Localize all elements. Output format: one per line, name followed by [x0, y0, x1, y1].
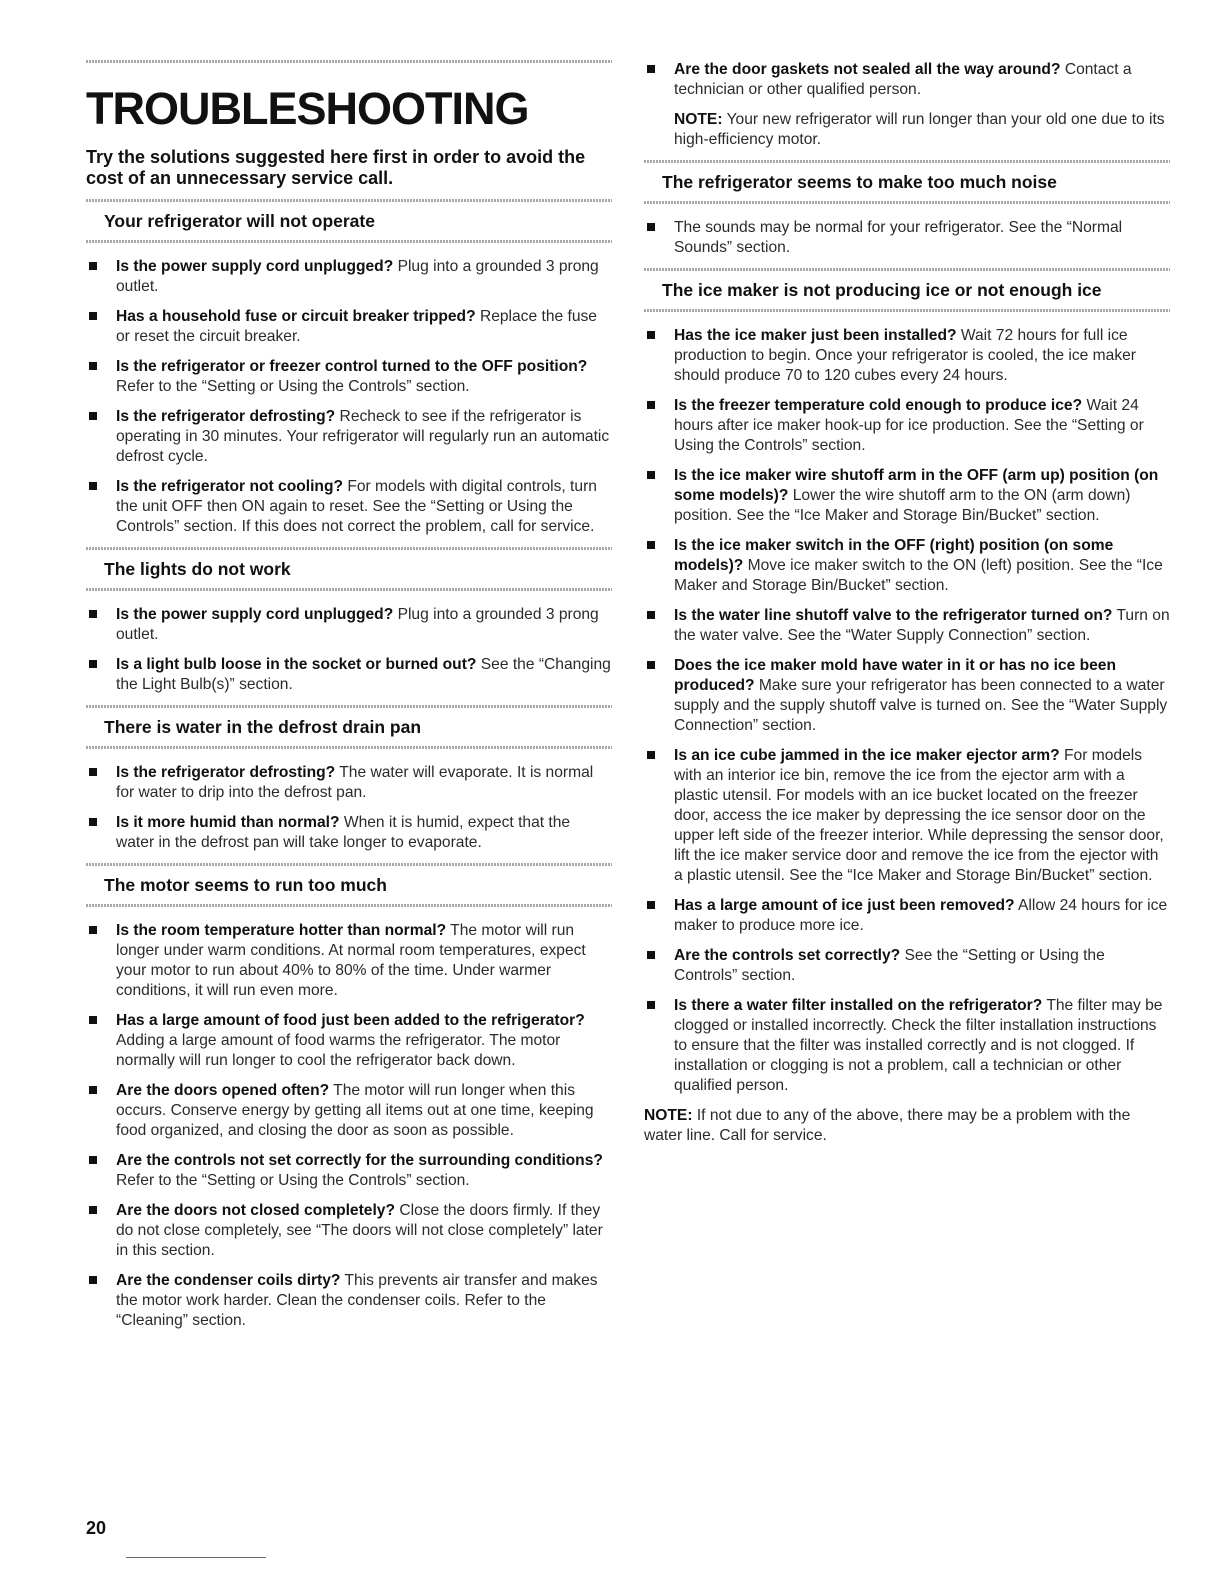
- list-item: [86, 357, 612, 397]
- item-list: [86, 921, 612, 1331]
- item-answer: Adding a large amount of food warms the refrigerator. The motor normally will run longer to cool the refrigerator back down.: [116, 1032, 561, 1069]
- section-rule: [86, 547, 612, 550]
- list-item: [86, 813, 612, 853]
- item-answer: Lower the wire shutoff arm to the ON (arm down) position. See the “Ice Maker and Storage Bin/Bucket” section.: [674, 487, 1131, 524]
- item-answer: Plug into a grounded 3 prong outlet.: [116, 258, 599, 295]
- right-top-list: [644, 60, 1170, 100]
- list-item: [86, 1081, 612, 1141]
- item-answer: Turn on the water valve. See the “Water Supply Connection” section.: [674, 607, 1170, 644]
- list-item: [86, 257, 612, 297]
- item-answer: Refer to the “Setting or Using the Controls” section.: [116, 378, 470, 395]
- item-answer: This prevents air transfer and makes the motor work harder. Clean the condenser coils. Refer to the “Cleaning” section.: [116, 1272, 598, 1329]
- section-rule: [86, 199, 612, 202]
- list-item: [86, 1151, 612, 1191]
- note-label: NOTE:: [674, 111, 723, 128]
- bullet-icon: [647, 951, 655, 959]
- section-title: The refrigerator seems to make too much noise: [662, 172, 1057, 192]
- item-answer: Plug into a grounded 3 prong outlet.: [116, 606, 599, 643]
- item-question: Is the refrigerator or freezer control turned to the OFF position?: [116, 358, 588, 375]
- item-answer: See the “Changing the Light Bulb(s)” section.: [116, 656, 611, 693]
- final-note: [644, 1106, 1170, 1146]
- item-answer: Make sure your refrigerator has been connected to a water supply and the supply shutoff valve is turned on. See the “Water Supply Connection” section.: [674, 677, 1168, 734]
- bullet-icon: [89, 1156, 97, 1164]
- list-item: [86, 763, 612, 803]
- list-item: [86, 605, 612, 645]
- bullet-icon: [89, 312, 97, 320]
- list-item: [644, 746, 1170, 886]
- bullet-icon: [89, 926, 97, 934]
- bullet-icon: [89, 610, 97, 618]
- bullet-icon: [647, 901, 655, 909]
- section-rule: [86, 240, 612, 243]
- list-item: [644, 218, 1170, 258]
- item-answer: See the “Setting or Using the Controls” section.: [674, 947, 1105, 984]
- right-sections: [644, 160, 1170, 1096]
- item-question: Is the water line shutoff valve to the refrigerator turned on?: [674, 607, 1113, 624]
- bullet-icon: [89, 818, 97, 826]
- list-item: [644, 60, 1170, 100]
- bullet-icon: [647, 661, 655, 669]
- note: [674, 110, 1170, 150]
- bullet-icon: [89, 412, 97, 420]
- item-list: [86, 763, 612, 853]
- item-answer: The sounds may be normal for your refrigerator. See the “Normal Sounds” section.: [674, 219, 1123, 256]
- bullet-icon: [647, 1001, 655, 1009]
- note-text: Your new refrigerator will run longer than your old one due to its high-efficiency motor.: [674, 111, 1165, 148]
- item-answer: The water will evaporate. It is normal for water to drip into the defrost pan.: [116, 764, 594, 801]
- list-item: [86, 307, 612, 347]
- troubleshooting-section: [644, 268, 1170, 1096]
- list-item: [644, 946, 1170, 986]
- item-question: Is an ice cube jammed in the ice maker ejector arm?: [674, 747, 1060, 764]
- bullet-icon: [89, 768, 97, 776]
- bullet-icon: [647, 471, 655, 479]
- bullet-icon: [89, 362, 97, 370]
- section-title: There is water in the defrost drain pan: [104, 717, 422, 737]
- troubleshooting-section: [86, 705, 612, 853]
- left-column: [86, 0, 612, 1341]
- bullet-icon: [89, 1206, 97, 1214]
- section-rule: [644, 268, 1170, 271]
- item-question: Is the room temperature hotter than normal?: [116, 922, 447, 939]
- bullet-icon: [89, 1016, 97, 1024]
- section-title: The lights do not work: [104, 559, 291, 579]
- list-item: [644, 536, 1170, 596]
- section-rule: [644, 309, 1170, 312]
- list-item: [86, 407, 612, 467]
- list-item: [86, 1201, 612, 1261]
- item-answer: Wait 24 hours after ice maker hook-up for ice production. See the “Setting or Using the Controls” section.: [674, 397, 1144, 454]
- list-item: [644, 896, 1170, 936]
- list-item: [644, 466, 1170, 526]
- item-question: Are the controls set correctly?: [674, 947, 901, 964]
- section-rule: [86, 705, 612, 708]
- bullet-icon: [647, 751, 655, 759]
- item-question: Has a large amount of ice just been removed?: [674, 897, 1015, 914]
- item-question: Is the ice maker switch in the OFF (right) position (on some models)?: [674, 537, 1114, 574]
- section-title: The ice maker is not producing ice or not enough ice: [662, 280, 1102, 300]
- item-question: Does the ice maker mold have water in it or has no ice been produced?: [674, 657, 1116, 694]
- bullet-icon: [89, 1276, 97, 1284]
- troubleshooting-section: [86, 863, 612, 1331]
- item-question: Is the refrigerator defrosting?: [116, 408, 336, 425]
- section-rule: [86, 588, 612, 591]
- item-answer: Refer to the “Setting or Using the Controls” section.: [116, 1172, 470, 1189]
- footer-line: [126, 1557, 266, 1558]
- item-question: Has a large amount of food just been added to the refrigerator?: [116, 1012, 585, 1029]
- bullet-icon: [647, 401, 655, 409]
- bullet-icon: [647, 223, 655, 231]
- item-question: Has the ice maker just been installed?: [674, 327, 957, 344]
- bullet-icon: [647, 65, 655, 73]
- list-item: [644, 656, 1170, 736]
- list-item: [644, 606, 1170, 646]
- item-question: Is the refrigerator defrosting?: [116, 764, 336, 781]
- item-question: Is the refrigerator not cooling?: [116, 478, 343, 495]
- note-text: If not due to any of the above, there may be a problem with the water line. Call for service.: [644, 1107, 1131, 1144]
- section-rule: [644, 160, 1170, 163]
- section-title: Your refrigerator will not operate: [104, 211, 375, 231]
- bullet-icon: [647, 541, 655, 549]
- section-rule: [644, 201, 1170, 204]
- item-question: Is there a water filter installed on the refrigerator?: [674, 997, 1043, 1014]
- intro-text: Try the solutions suggested here first in order to avoid the cost of an unnecessary service call.: [86, 147, 586, 188]
- list-item: [86, 1011, 612, 1071]
- item-answer: The motor will run longer when this occurs. Conserve energy by getting all items out at one time, keeping food organized, and closing the door as soon as possible.: [116, 1082, 594, 1139]
- item-question: Are the doors opened often?: [116, 1082, 330, 1099]
- list-item: [644, 396, 1170, 456]
- item-answer: Close the doors firmly. If they do not close completely, see “The doors will not close completely” later in this section.: [116, 1202, 603, 1259]
- item-question: Are the controls not set correctly for the surrounding conditions?: [116, 1152, 603, 1169]
- item-answer: When it is humid, expect that the water in the defrost pan will take longer to evaporate.: [116, 814, 571, 851]
- item-list: [86, 257, 612, 537]
- list-item: [86, 921, 612, 1001]
- list-item: [644, 996, 1170, 1096]
- right-column: [644, 0, 1170, 1146]
- item-answer: Wait 72 hours for full ice production to begin. Once your refrigerator is cooled, the ice maker should produce 70 to 120 cubes every 24 hours.: [674, 327, 1136, 384]
- section-rule: [86, 904, 612, 907]
- item-answer: Replace the fuse or reset the circuit breaker.: [116, 308, 597, 345]
- item-list: [644, 218, 1170, 258]
- item-answer: Contact a technician or other qualified person.: [674, 61, 1132, 98]
- item-question: Is the power supply cord unplugged?: [116, 258, 394, 275]
- list-item: [86, 655, 612, 695]
- bullet-icon: [647, 331, 655, 339]
- item-answer: Allow 24 hours for ice maker to produce more ice.: [674, 897, 1168, 934]
- list-item: [86, 1271, 612, 1331]
- left-sections: [86, 199, 612, 1331]
- troubleshooting-section: [644, 160, 1170, 258]
- bullet-icon: [89, 482, 97, 490]
- section-rule: [86, 863, 612, 866]
- bullet-icon: [89, 1086, 97, 1094]
- top-rule: [86, 60, 612, 63]
- troubleshooting-section: [86, 199, 612, 537]
- item-question: Is it more humid than normal?: [116, 814, 340, 831]
- item-question: Is the ice maker wire shutoff arm in the OFF (arm up) position (on some models)?: [674, 467, 1159, 504]
- note-label: NOTE:: [644, 1107, 693, 1124]
- list-item: [86, 477, 612, 537]
- item-answer: The filter may be clogged or installed incorrectly. Check the filter installation instructions to ensure that the filter was installed correctly and is not clogged. If installation or clogging is not a problem, call a technician or other qualified person.: [674, 997, 1163, 1094]
- item-question: Are the doors not closed completely?: [116, 1202, 396, 1219]
- item-answer: Recheck to see if the refrigerator is operating in 30 minutes. Your refrigerator will regularly run an automatic defrost cycle.: [116, 408, 610, 465]
- item-question: Has a household fuse or circuit breaker tripped?: [116, 308, 476, 325]
- item-question: Are the condenser coils dirty?: [116, 1272, 341, 1289]
- item-question: Is the freezer temperature cold enough to produce ice?: [674, 397, 1083, 414]
- page-title: TROUBLESHOOTING: [86, 83, 529, 134]
- bullet-icon: [89, 660, 97, 668]
- item-list: [644, 326, 1170, 1096]
- item-answer: Move ice maker switch to the ON (left) position. See the “Ice Maker and Storage Bin/Bucket” section.: [674, 557, 1163, 594]
- section-rule: [86, 746, 612, 749]
- item-answer: For models with an interior ice bin, remove the ice from the ejector arm with a plastic utensil. For models with an ice bucket located on the freezer door, access the ice maker by depressing the ice sensor door on the upper left side of the freezer interior. While depressing the sensor door, lift the ice maker service door and remove the ice from the ejector with a plastic utensil. See the “Ice Maker and Storage Bin/Bucket” section.: [674, 747, 1164, 884]
- item-answer: For models with digital controls, turn the unit OFF then ON again to reset. See the “Setting or Using the Controls” section. If this does not correct the problem, call for service.: [116, 478, 597, 535]
- bullet-icon: [89, 262, 97, 270]
- item-list: [86, 605, 612, 695]
- bullet-icon: [647, 611, 655, 619]
- item-question: Is the power supply cord unplugged?: [116, 606, 394, 623]
- page-number: 20: [86, 1518, 107, 1538]
- item-question: Are the door gaskets not sealed all the way around?: [674, 61, 1061, 78]
- item-answer: The motor will run longer under warm conditions. At normal room temperatures, expect your motor to run about 40% to 80% of the time. Under warmer conditions, it will run even more.: [116, 922, 586, 999]
- list-item: [644, 326, 1170, 386]
- item-question: Is a light bulb loose in the socket or burned out?: [116, 656, 477, 673]
- troubleshooting-section: [86, 547, 612, 695]
- section-title: The motor seems to run too much: [104, 875, 387, 895]
